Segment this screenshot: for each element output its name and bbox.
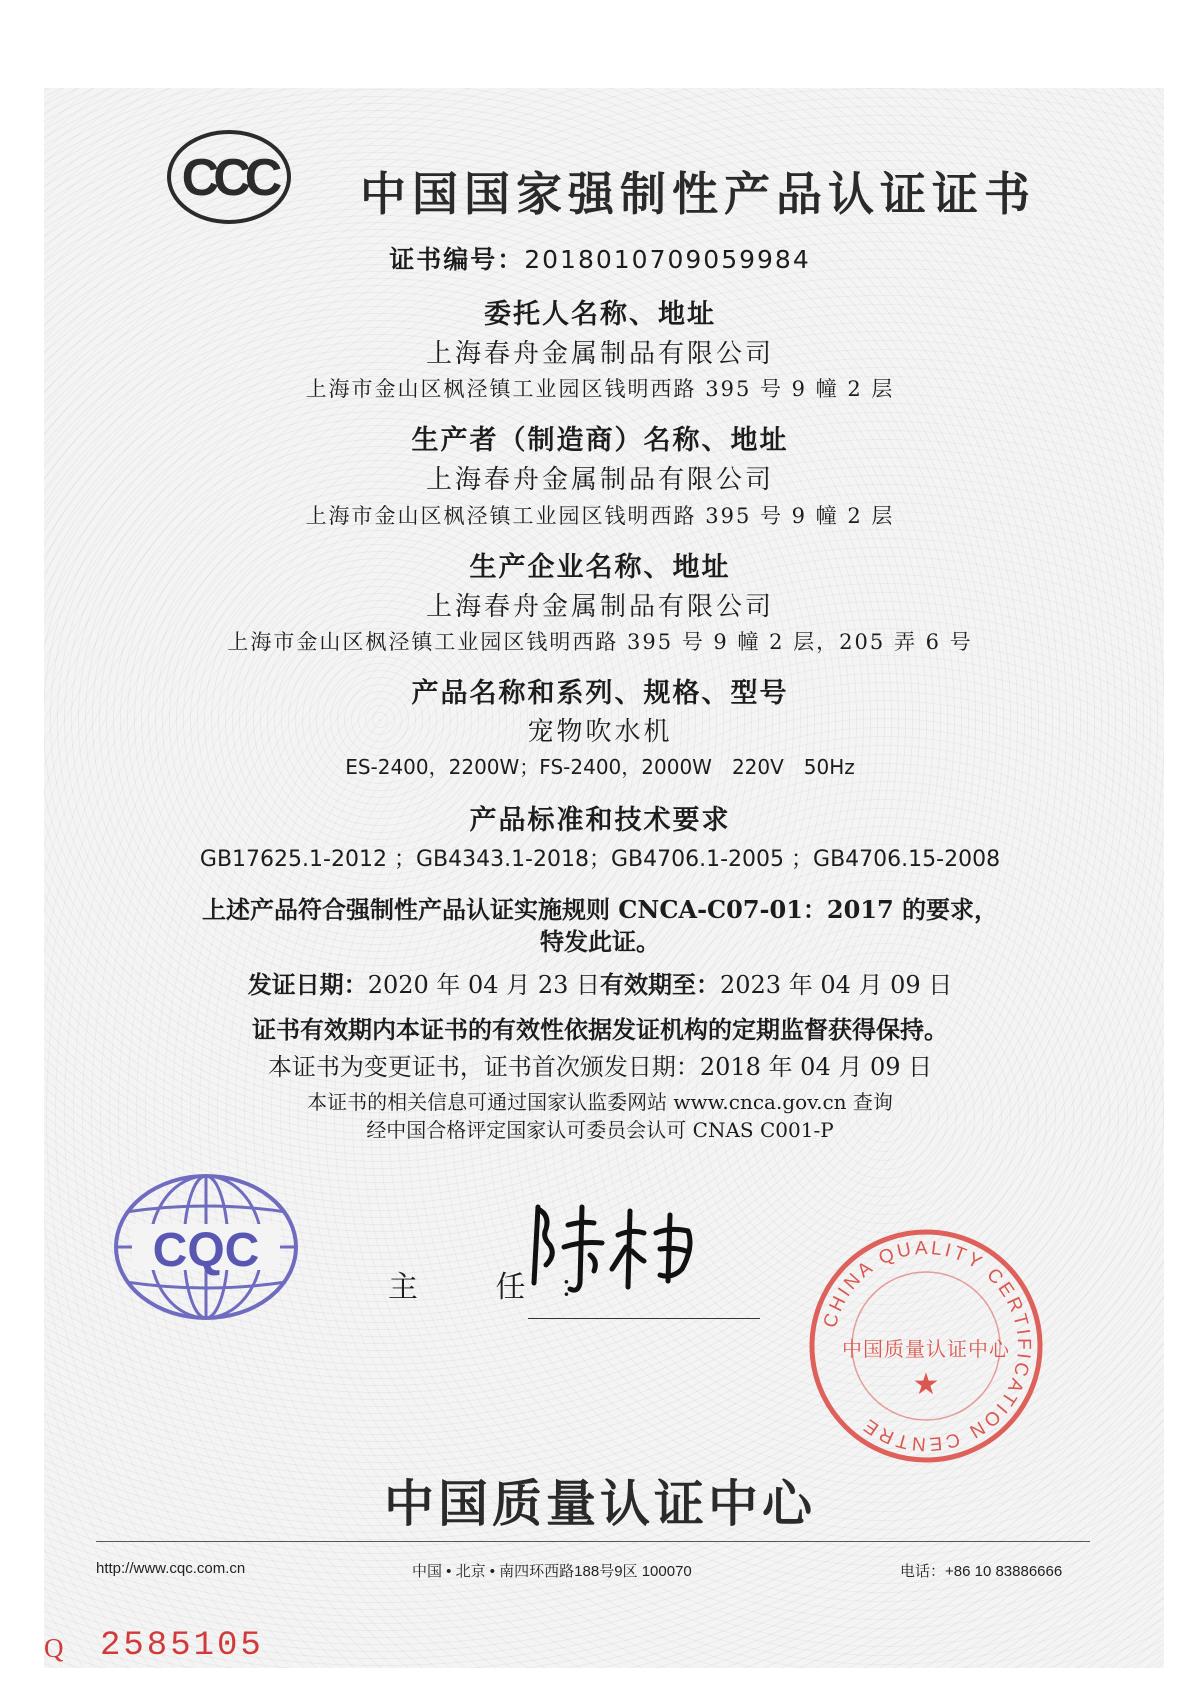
issuer-name: 中国质量认证中心: [384, 1475, 816, 1533]
manufacturer-label: 生产者（制造商）名称、地址: [411, 425, 789, 456]
cqc-seal: [808, 1228, 1044, 1464]
client-label: 委托人名称、地址: [484, 299, 716, 330]
standards-label: 产品标准和技术要求: [469, 805, 731, 836]
footer-divider: [96, 1541, 1090, 1542]
ccc-logo: [165, 128, 293, 226]
client-name: 上海春舟金属制品有限公司: [425, 339, 774, 369]
factory-address: 上海市金山区枫泾镇工业园区钱明西路 395 号 9 幢 2 层，205 弄 6 号: [227, 630, 973, 654]
change-note: 本证书为变更证书，证书首次颁发日期：2018 年 04 月 09 日: [267, 1053, 933, 1081]
cqc-logo-text: CQC: [152, 1224, 260, 1277]
expiry-date: 2023 年 04 月 09 日: [720, 971, 953, 999]
serial-number: 2585105: [100, 1627, 264, 1665]
director-label: 主 任：: [388, 1270, 624, 1305]
conformity-line-2: 特发此证。: [540, 927, 660, 956]
footer-address: 中国 • 北京 • 南四环西路188号9区 100070: [412, 1563, 692, 1580]
cnas-note: 经中国合格评定国家认可委员会认可 CNAS C001-P: [366, 1118, 834, 1142]
client-address: 上海市金山区枫泾镇工业园区钱明西路 395 号 9 幢 2 层: [305, 377, 895, 401]
seal-star-icon: ★: [912, 1367, 940, 1402]
certificate-number-label: 证书编号：: [389, 245, 525, 274]
certificate-title: 中国国家强制性产品认证证书: [360, 167, 1036, 221]
website-note: 本证书的相关信息可通过国家认监委网站 www.cnca.gov.cn 查询: [307, 1090, 893, 1114]
expiry-date-label: 有效期至：: [600, 970, 720, 999]
seal-outer-text: CHINA QUALITY CERTIFICATION CENTRE: [819, 1237, 1035, 1455]
certificate-number: 2018010709059984: [524, 245, 811, 274]
signature-line: [528, 1318, 760, 1319]
ccc-logo-text: CCC: [181, 149, 277, 207]
cqc-logo: [112, 1172, 300, 1322]
product-label: 产品名称和系列、规格、型号: [411, 678, 789, 709]
footer-phone: 电话：+86 10 83886666: [900, 1563, 1063, 1580]
serial-prefix: Q: [44, 1633, 64, 1663]
footer-url: http://www.cqc.com.cn: [96, 1560, 246, 1577]
factory-name: 上海春舟金属制品有限公司: [425, 592, 774, 622]
seal-inner-text: 中国质量认证中心: [842, 1337, 1010, 1361]
factory-label: 生产企业名称、地址: [469, 552, 731, 583]
certificate-number-row: [0, 240, 1200, 276]
issue-date: 2020 年 04 月 23 日: [367, 971, 600, 999]
manufacturer-address: 上海市金山区枫泾镇工业园区钱明西路 395 号 9 幢 2 层: [305, 504, 895, 528]
product-name: 宠物吹水机: [527, 717, 673, 747]
manufacturer-name: 上海春舟金属制品有限公司: [425, 465, 774, 495]
dates-row: [0, 965, 1200, 1000]
conformity-line-1: 上述产品符合强制性产品认证实施规则 CNCA-C07-01：2017 的要求，: [201, 895, 999, 924]
director-signature: [520, 1185, 710, 1305]
issue-date-label: 发证日期：: [247, 970, 368, 999]
product-models: ES-2400，2200W；FS-2400，2000W 220V 50Hz: [345, 755, 855, 779]
validity-note: 证书有效期内本证书的有效性依据发证机构的定期监督获得保持。: [252, 1015, 948, 1044]
standards-list: GB17625.1-2012 ；GB4343.1-2018；GB4706.1-2005 ；GB4706.15-2008: [199, 847, 1001, 872]
